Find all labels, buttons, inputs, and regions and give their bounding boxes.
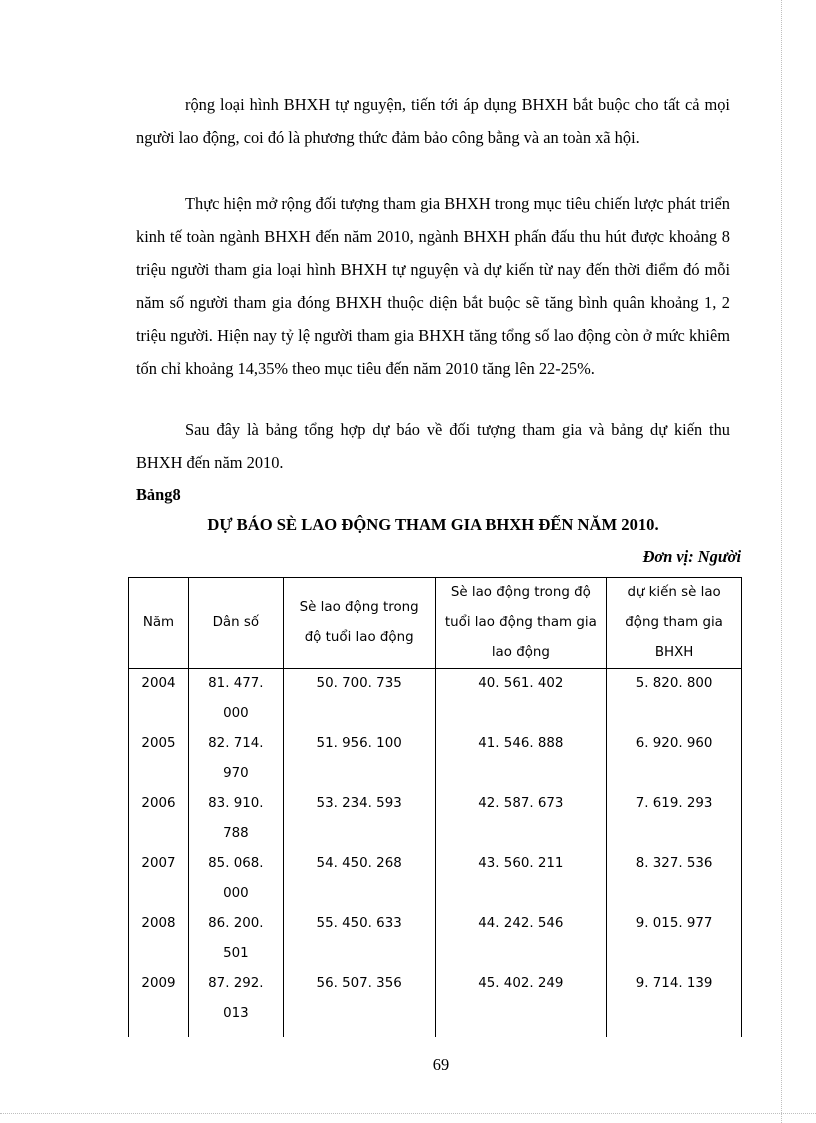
cell-year: 2005 [129,729,189,789]
cell-working-age-labor: 51. 956. 100 [283,729,435,789]
cell-working-age-employed: 43. 560. 211 [435,849,607,909]
cell-population: 83. 910. 788 [188,789,283,849]
paragraph-2: Thực hiện mở rộng đối tượng tham gia BHXH trong mục tiêu chiến lược phát triển kinh tế toàn ngành BHXH đến năm 2010, ngành BHXH phấn đấu thu hút được khoảng 8 triệu người tham gia loại hình BHXH tự nguyện và dự kiến từ nay đến thời điểm đó mỗi năm số người tham gia đóng BHXH thuộc diện bắt buộc sẽ tăng bình quân khoảng 1, 2 triệu người. Hiện nay tỷ lệ người tham gia BHXH tăng tổng số lao động còn ở mức khiêm tốn chỉ khoảng 14,35% theo mục tiêu đến năm 2010 tăng lên 22-25%. [136,194,730,378]
header-year: Năm [129,578,189,669]
header-working-age-employed: Sè lao động trong độ tuổi lao động tham gia lao động [435,578,607,669]
cell-expected-participants: 5. 820. 800 [607,669,742,730]
cell-working-age-employed: 44. 242. 546 [435,909,607,969]
table-row [129,669,742,730]
cell-expected-participants: 6. 920. 960 [607,729,742,789]
forecast-table [128,577,742,1037]
cell-expected-participants: 8. 327. 536 [607,849,742,909]
cell-year: 2009 [129,969,189,1037]
page-edge-bottom [0,1113,816,1114]
paragraph-1: rộng loại hình BHXH tự nguyện, tiến tới áp dụng BHXH bắt buộc cho tất cả mọi người lao động, coi đó là phương thức đảm bảo công bằng và an toàn xã hội. [136,95,730,147]
table-row [129,849,742,909]
cell-year: 2006 [129,789,189,849]
cell-population: 81. 477. 000 [188,669,283,730]
cell-working-age-employed: 45. 402. 249 [435,969,607,1037]
cell-working-age-labor: 54. 450. 268 [283,849,435,909]
cell-working-age-employed: 40. 561. 402 [435,669,607,730]
table-header-row [129,578,742,669]
table-unit: Đơn vị: Người [642,547,741,566]
table-row [129,789,742,849]
cell-expected-participants: 9. 714. 139 [607,969,742,1037]
table-row [129,969,742,1037]
cell-working-age-labor: 53. 234. 593 [283,789,435,849]
cell-population: 85. 068. 000 [188,849,283,909]
cell-year: 2008 [129,909,189,969]
table-row [129,909,742,969]
cell-working-age-employed: 42. 587. 673 [435,789,607,849]
cell-year: 2004 [129,669,189,730]
cell-year: 2007 [129,849,189,909]
cell-population: 82. 714. 970 [188,729,283,789]
header-population: Dân số [188,578,283,669]
cell-working-age-labor: 50. 700. 735 [283,669,435,730]
cell-population: 86. 200. 501 [188,909,283,969]
table-title: DỰ BÁO SÈ LAO ĐỘNG THAM GIA BHXH ĐẾN NĂM 2010. [207,515,659,534]
cell-expected-participants: 9. 015. 977 [607,909,742,969]
page-edge-right [781,0,782,1123]
page-number: 69 [432,1055,450,1074]
cell-working-age-labor: 55. 450. 633 [283,909,435,969]
table-row [129,729,742,789]
cell-expected-participants: 7. 619. 293 [607,789,742,849]
cell-population: 87. 292. 013 [188,969,283,1037]
header-expected-bhxh-participants: dự kiến sè lao động tham gia BHXH [607,578,742,669]
cell-working-age-employed: 41. 546. 888 [435,729,607,789]
paragraph-3: Sau đây là bảng tổng hợp dự báo về đối tượng tham gia và bảng dự kiến thu BHXH đến năm 2010. [136,420,730,472]
header-working-age-labor: Sè lao động trong độ tuổi lao động [283,578,435,669]
table-label: Bảng8 [136,485,181,504]
cell-working-age-labor: 56. 507. 356 [283,969,435,1037]
